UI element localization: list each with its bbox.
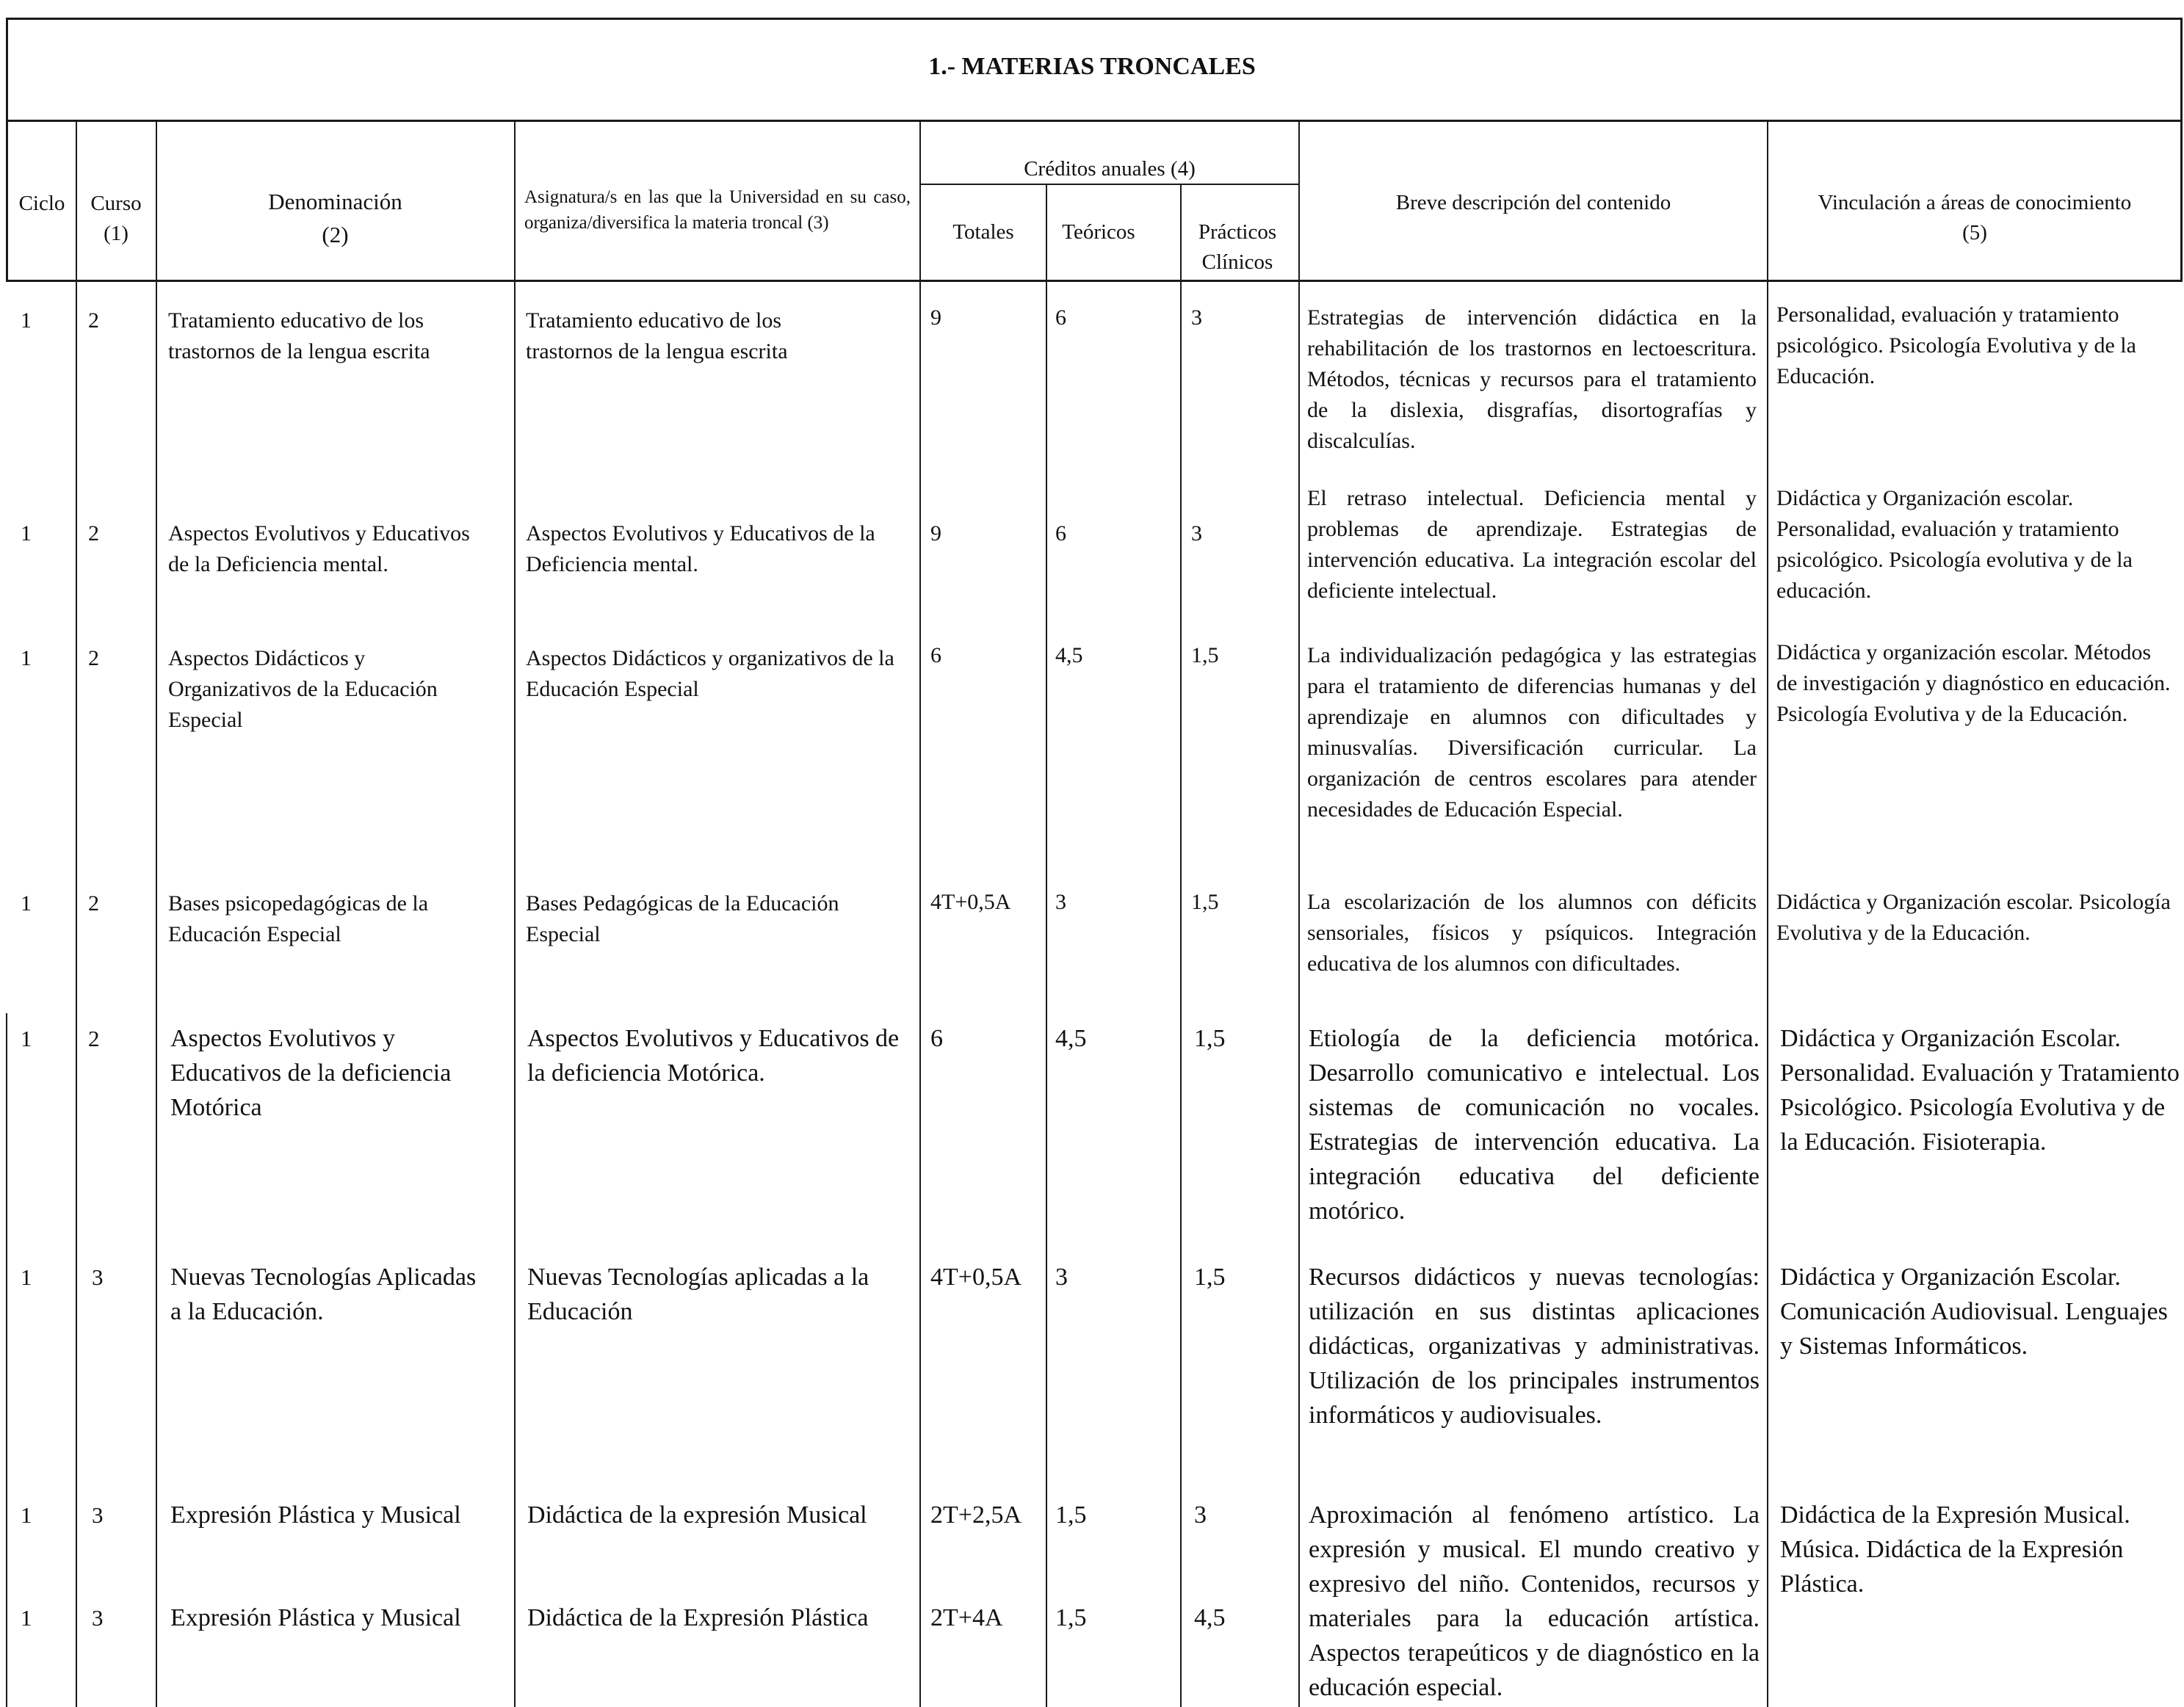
cell-teoricos: 6 <box>1055 305 1066 330</box>
cell-curso: 2 <box>88 891 99 916</box>
header-vinculacion-label: Vinculación a áreas de conocimiento <box>1818 191 2132 214</box>
cell-practicos: 3 <box>1191 521 1202 546</box>
cell-denominacion: Expresión Plástica y Musical <box>170 1604 461 1631</box>
col-divider-5 <box>1046 184 1047 1707</box>
header-practicos: Prácticos Clínicos <box>1198 220 1277 274</box>
table-left-border-lower <box>6 1013 7 1707</box>
cell-curso: 3 <box>92 1502 104 1528</box>
col-divider-3 <box>514 120 516 1707</box>
cell-ciclo: 1 <box>21 1026 32 1051</box>
header-vinculacion <box>1768 188 2181 247</box>
header-denominacion-note: (2) <box>322 221 349 247</box>
cell-totales: 4T+0,5A <box>930 1264 1022 1291</box>
cell-ciclo: 1 <box>21 1264 32 1290</box>
cell-totales: 2T+2,5A <box>930 1501 1022 1529</box>
cell-practicos: 1,5 <box>1191 890 1219 914</box>
cell-asignatura: Aspectos Evolutivos y Educativos de la deficiencia Motórica. <box>527 1025 900 1087</box>
cell-practicos: 1,5 <box>1194 1264 1226 1291</box>
header-vinculacion-note: (5) <box>1962 220 1987 244</box>
cell-denominacion: Aspectos Evolutivos y Educativos de la deficiencia Motórica <box>170 1025 452 1121</box>
cell-vinculacion: Didáctica y Organización Escolar. Personalidad. Evaluación y Tratamiento Psicológico. Psicología Evolutiva y de la Educación. Fisioterapia. <box>1780 1025 2180 1156</box>
cell-vinculacion: Didáctica y organización escolar. Métodos de investigación y diagnóstico en educación. Psicología Evolutiva y de la Educación. <box>1776 640 2171 726</box>
cell-asignatura: Didáctica de la expresión Musical <box>527 1501 867 1529</box>
cell-denominacion: Aspectos Evolutivos y Educativos de la Deficiencia mental. <box>168 521 470 576</box>
cell-teoricos: 3 <box>1055 1264 1068 1291</box>
cell-asignatura: Bases Pedagógicas de la Educación Especial <box>526 891 839 946</box>
cell-asignatura: Didáctica de la Expresión Plástica <box>527 1604 869 1631</box>
cell-ciclo: 1 <box>21 1502 32 1528</box>
cell-denominacion: Nuevas Tecnologías Aplicadas a la Educación. <box>170 1264 477 1325</box>
cell-teoricos: 4,5 <box>1055 643 1083 667</box>
cell-vinculacion: Didáctica y Organización escolar. Personalidad, evaluación y tratamiento psicológico. Psicología evolutiva y de la educación. <box>1776 486 2133 603</box>
header-totales: Totales <box>952 220 1014 244</box>
cell-teoricos: 6 <box>1055 521 1066 546</box>
cell-descripcion: El retraso intelectual. Deficiencia mental y problemas de aprendizaje. Estrategias de intervención educativa. La integración escolar del deficiente intelectual. <box>1307 486 1757 603</box>
cell-ciclo: 1 <box>21 891 32 916</box>
cell-vinculacion: Didáctica y Organización escolar. Psicología Evolutiva y de la Educación. <box>1776 890 2171 945</box>
cell-denominacion: Bases psicopedagógicas de la Educación Especial <box>168 891 429 946</box>
header-teoricos: Teóricos <box>1062 220 1135 244</box>
cell-ciclo: 1 <box>21 308 32 333</box>
cell-totales: 6 <box>930 1025 943 1052</box>
col-divider-6 <box>1180 184 1182 1707</box>
cell-teoricos: 3 <box>1055 890 1066 914</box>
header-creditos: Créditos anuales (4) <box>1024 157 1196 181</box>
cell-teoricos: 1,5 <box>1055 1604 1087 1631</box>
cell-totales: 9 <box>930 521 941 546</box>
cell-descripcion: Aproximación al fenómeno artístico. La expresión y musical. El mundo creativo y expresivo del niño. Contenidos, recursos y materiales para la educación artística. Aspectos terapeúticos y de diagnóstico en la educación especial. <box>1309 1501 1760 1701</box>
cell-descripcion: Etiología de la deficiencia motórica. Desarrollo comunicativo e intelectual. Los sistemas de comunicación no vocales. Estrategias de intervención educativa. La integración educativa del deficiente motórico. <box>1309 1025 1760 1225</box>
cell-vinculacion: Didáctica de la Expresión Musical. Música. Didáctica de la Expresión Plástica. <box>1780 1501 2130 1598</box>
cell-practicos: 1,5 <box>1191 643 1219 667</box>
cell-asignatura: Aspectos Evolutivos y Educativos de la Deficiencia mental. <box>526 521 875 576</box>
cell-practicos: 1,5 <box>1194 1025 1226 1052</box>
header-curso-note: (1) <box>104 221 129 245</box>
cell-totales: 9 <box>930 305 941 330</box>
col-divider-2 <box>156 120 157 1707</box>
cell-vinculacion: Personalidad, evaluación y tratamiento psicológico. Psicología Evolutiva y de la Educación. <box>1776 302 2136 388</box>
header-ciclo: Ciclo <box>18 192 65 215</box>
cell-totales: 4T+0,5A <box>930 890 1011 914</box>
cell-denominacion: Expresión Plástica y Musical <box>170 1501 461 1529</box>
cell-teoricos: 4,5 <box>1055 1025 1087 1052</box>
cell-descripcion: Estrategias de intervención didáctica en la rehabilitación de los trastornos en lectoescritura. Métodos, técnicas y recursos para el tratamiento de la dislexia, disgrafías, disortografías y discalculías. <box>1307 305 1757 453</box>
cell-curso: 2 <box>88 646 99 670</box>
cell-asignatura: Aspectos Didácticos y organizativos de la Educación Especial <box>526 646 894 701</box>
cell-descripcion: Recursos didácticos y nuevas tecnologías: utilización en sus distintas aplicaciones didácticas, organizativas y administrativas. Utilización de los principales instrumentos informáticos y audiovisuales. <box>1309 1264 1760 1429</box>
cell-curso: 2 <box>88 308 99 333</box>
cell-curso: 2 <box>88 521 99 546</box>
header-bottom-border <box>6 280 2183 282</box>
col-divider-7 <box>1298 120 1300 1707</box>
cell-ciclo: 1 <box>21 646 32 670</box>
col-divider-4 <box>919 120 921 1707</box>
cell-descripcion: La individualización pedagógica y las estrategias para el tratamiento de diferencias humanas y del aprendizaje en alumnos con dificultades y minusvalías. Diversificación curricular. La organización de centros escolares para atender necesidades de Educación Especial. <box>1307 643 1757 822</box>
cell-practicos: 3 <box>1191 305 1202 330</box>
cell-curso: 2 <box>88 1026 100 1051</box>
title-bottom-border <box>6 120 2183 122</box>
header-asignatura: Asignatura/s en las que la Universidad en su caso, organiza/diversifica la materia troncal (3) <box>524 187 911 233</box>
page-title: 1.- MATERIAS TRONCALES <box>928 53 1256 80</box>
table-top-border <box>6 18 2183 20</box>
cell-ciclo: 1 <box>21 1605 32 1631</box>
header-curso <box>78 189 154 248</box>
cell-vinculacion: Didáctica y Organización Escolar. Comunicación Audiovisual. Lenguajes y Sistemas Informáticos. <box>1780 1264 2168 1360</box>
col-divider-1 <box>76 120 77 1707</box>
cell-curso: 3 <box>92 1605 104 1631</box>
header-denominacion-label: Denominación <box>268 189 402 214</box>
cell-ciclo: 1 <box>21 521 32 546</box>
cell-totales: 6 <box>930 643 941 667</box>
cell-denominacion: Aspectos Didácticos y Organizativos de la Educación Especial <box>168 646 438 732</box>
cell-curso: 3 <box>92 1264 104 1290</box>
cell-asignatura: Nuevas Tecnologías aplicadas a la Educación <box>527 1264 869 1325</box>
cell-practicos: 3 <box>1194 1501 1207 1529</box>
cell-totales: 2T+4A <box>930 1604 1003 1631</box>
header-descripcion: Breve descripción del contenido <box>1395 191 1671 214</box>
header-denominacion <box>157 186 513 252</box>
cell-teoricos: 1,5 <box>1055 1501 1087 1529</box>
cell-denominacion: Tratamiento educativo de los trastornos de la lengua escrita <box>168 308 430 363</box>
col-divider-8 <box>1767 120 1768 1707</box>
cell-descripcion: La escolarización de los alumnos con déficits sensoriales, físicos y psíquicos. Integración educativa de los alumnos con dificultades. <box>1307 890 1757 976</box>
header-curso-label: Curso <box>90 192 142 215</box>
cell-practicos: 4,5 <box>1194 1604 1226 1631</box>
cell-asignatura: Tratamiento educativo de los trastornos de la lengua escrita <box>526 308 788 363</box>
